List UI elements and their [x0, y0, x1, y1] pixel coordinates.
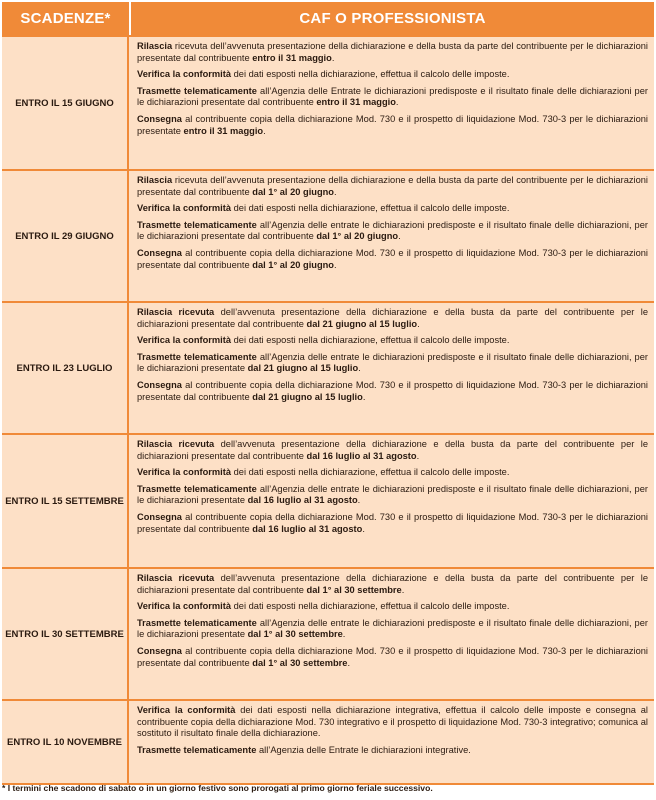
row-body	[129, 435, 654, 567]
row-item: Trasmette telematicamente all’Agenzia delle entrate le dichiarazioni predisposte e il risultato finale delle dichiarazioni, per le dichiarazioni presentate dal 21 giugno al 15 luglio.	[137, 351, 648, 374]
row-item: Rilascia ricevuta dell’avvenuta presentazione della dichiarazione e della busta da parte del contribuente per le dichiarazioni presentate dal contribuente dal 21 giugno al 15 luglio.	[137, 307, 648, 329]
row-date: ENTRO IL 15 GIUGNO	[2, 37, 129, 169]
table-row	[2, 699, 654, 785]
row-item: Rilascia ricevuta dell’avvenuta presentazione della dichiarazione e della busta da parte del contribuente per le dichiarazioni presentate dal contribuente entro il 31 maggio.	[137, 41, 648, 63]
row-item: Verifica la conformità dei dati esposti nella dichiarazione, effettua il calcolo delle imposte.	[137, 335, 510, 346]
deadlines-table	[2, 2, 654, 785]
row-body	[129, 303, 654, 433]
row-item: Trasmette telematicamente all’Agenzia delle Entrate le dichiarazioni integrative.	[137, 744, 471, 755]
footnote: * I termini che scadono di sabato o in un giorno festivo sono prorogati al primo giorno feriale successivo.	[2, 783, 433, 793]
row-item: Consegna al contribuente copia della dichiarazione Mod. 730 e il prospetto di liquidazione Mod. 730-3 per le dichiarazioni presentate dal contribuente dal 16 luglio al 31 agosto.	[137, 511, 648, 534]
row-item: Verifica la conformità dei dati esposti nella dichiarazione, effettua il calcolo delle imposte.	[137, 69, 510, 80]
row-item: Trasmette telematicamente all’Agenzia delle Entrate le dichiarazioni predisposte e il risultato finale delle dichiarazioni per le dichiarazioni presentate dal contribuente entro il 31 maggio.	[137, 85, 648, 108]
row-body	[129, 37, 654, 169]
header-caf: CAF O PROFESSIONISTA	[299, 10, 486, 27]
row-item: Verifica la conformità dei dati esposti nella dichiarazione, effettua il calcolo delle imposte.	[137, 601, 510, 612]
row-date: ENTRO IL 10 NOVEMBRE	[2, 701, 129, 783]
table-row	[2, 301, 654, 433]
row-item: Trasmette telematicamente all’Agenzia delle entrate le dichiarazioni predisposte e il risultato finale delle dichiarazioni, per le dichiarazioni presentate dal contribuente dal 1° al 20 giugno.	[137, 219, 648, 242]
table-header	[2, 2, 654, 35]
row-item: Verifica la conformità dei dati esposti nella dichiarazione integrativa, effettua il calcolo delle imposte e consegna al contribuente copia della dichiarazione Mod. 730 integrativo e il prospetto di liquidazione Mod. 730-3 integrativo; comunica al sostituto il risultato finale della dichiarazione.	[137, 705, 648, 739]
row-date: ENTRO IL 23 LUGLIO	[2, 303, 129, 433]
row-date: ENTRO IL 29 GIUGNO	[2, 171, 129, 301]
row-item: Rilascia ricevuta dell’avvenuta presentazione della dichiarazione e della busta da parte del contribuente per le dichiarazioni presentate dal contribuente dal 16 luglio al 31 agosto.	[137, 439, 648, 461]
row-body	[129, 171, 654, 301]
row-item: Rilascia ricevuta dell’avvenuta presentazione della dichiarazione e della busta da parte del contribuente per le dichiarazioni presentate dal contribuente dal 1° al 20 giugno.	[137, 175, 648, 197]
row-item: Consegna al contribuente copia della dichiarazione Mod. 730 e il prospetto di liquidazione Mod. 730-3 per le dichiarazioni presentate dal contribuente dal 1° al 30 settembre.	[137, 645, 648, 668]
row-item: Verifica la conformità dei dati esposti nella dichiarazione, effettua il calcolo delle imposte.	[137, 467, 510, 478]
row-item: Consegna al contribuente copia della dichiarazione Mod. 730 e il prospetto di liquidazione Mod. 730-3 per le dichiarazioni presentate entro il 31 maggio.	[137, 113, 648, 136]
row-body	[129, 569, 654, 699]
row-item: Verifica la conformità dei dati esposti nella dichiarazione, effettua il calcolo delle imposte.	[137, 203, 510, 214]
row-date: ENTRO IL 15 SETTEMBRE	[2, 435, 129, 567]
table-row	[2, 169, 654, 301]
table-row	[2, 433, 654, 567]
row-item: Rilascia ricevuta dell’avvenuta presentazione della dichiarazione e della busta da parte del contribuente per le dichiarazioni presentate dal contribuente dal 1° al 30 settembre.	[137, 573, 648, 595]
table-row	[2, 35, 654, 169]
header-deadlines: SCADENZE*	[2, 2, 131, 35]
row-date: ENTRO IL 30 SETTEMBRE	[2, 569, 129, 699]
row-body	[129, 701, 654, 783]
table-row	[2, 567, 654, 699]
row-item: Consegna al contribuente copia della dichiarazione Mod. 730 e il prospetto di liquidazione Mod. 730-3 per le dichiarazioni presentate dal contribuente dal 21 giugno al 15 luglio.	[137, 379, 648, 402]
row-item: Consegna al contribuente copia della dichiarazione Mod. 730 e il prospetto di liquidazione Mod. 730-3 per le dichiarazioni presentate dal contribuente dal 1° al 20 giugno.	[137, 247, 648, 270]
row-item: Trasmette telematicamente all’Agenzia delle entrate le dichiarazioni predisposte e il risultato finale delle dichiarazioni, per le dichiarazioni presentate dal 16 luglio al 31 agosto.	[137, 483, 648, 506]
row-item: Trasmette telematicamente all’Agenzia delle entrate le dichiarazioni predisposte e il risultato finale delle dichiarazioni, per le dichiarazioni presentate dal 1° al 30 settembre.	[137, 617, 648, 640]
